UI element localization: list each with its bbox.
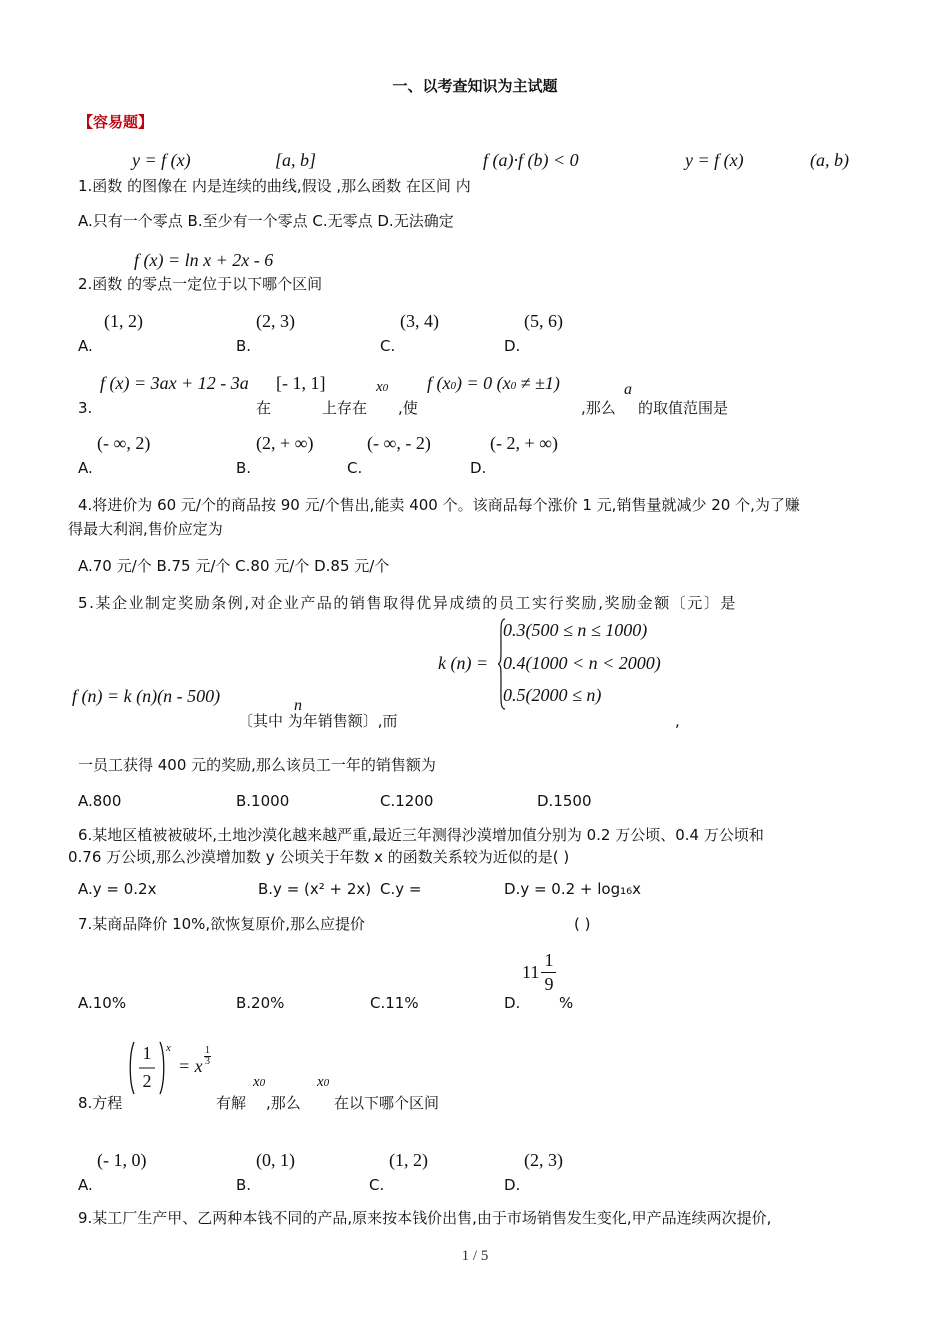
- q3-option-c-math: (- ∞, - 2): [367, 433, 431, 453]
- q8-word-in: 在以下哪个区间: [334, 1094, 440, 1112]
- q7-fraction-bar: [541, 972, 556, 973]
- q5-text-middle: 〔其中 为年销售额〕,而: [238, 712, 398, 730]
- q6-option-c: C.y =: [380, 880, 422, 898]
- q8-option-c-math: (1, 2): [389, 1150, 428, 1170]
- q3-option-a: A.: [78, 459, 93, 477]
- q8-option-a: A.: [78, 1176, 93, 1194]
- q2-option-d-math: (5, 6): [524, 311, 563, 331]
- q8-option-b: B.: [236, 1176, 252, 1194]
- q3-math-f: f (x) = 3ax + 12 - 3a: [100, 373, 249, 393]
- q3-option-b: B.: [236, 459, 252, 477]
- q3-option-b-math: (2, + ∞): [256, 433, 314, 453]
- q3-word-range: 的取值范围是: [638, 399, 729, 417]
- q3-word-at: 在: [256, 399, 272, 417]
- q7-math-numerator: 1: [544, 950, 554, 970]
- q8-option-d-math: (2, 3): [524, 1150, 563, 1170]
- q2-option-b: B.: [236, 337, 252, 355]
- q8-equals-x: = x: [178, 1056, 203, 1076]
- q1-math-interval: [a, b]: [275, 150, 317, 170]
- q3-word-exist: 上存在: [322, 399, 368, 417]
- q2-math-f: f (x) = ln x + 2x - 6: [134, 250, 274, 270]
- q8-word-then: ,那么: [266, 1094, 301, 1112]
- q7-option-a: A.10%: [78, 994, 127, 1012]
- q2-option-a: A.: [78, 337, 93, 355]
- q8-option-c: C.: [369, 1176, 385, 1194]
- q6-option-d: D.y = 0.2 + log₁₆x: [504, 880, 642, 898]
- q2-option-a-math: (1, 2): [104, 311, 143, 331]
- q9-text-line1: 9.某工厂生产甲、乙两种本钱不同的产品,原来按本钱价出售,由于市场销售发生变化,甲产品连续两次提价,: [78, 1209, 772, 1227]
- q1-math-open-interval: (a, b): [810, 150, 849, 170]
- q8-word-has: 有解: [216, 1094, 247, 1112]
- q2-option-c: C.: [380, 337, 396, 355]
- q5-text-line3: 一员工获得 400 元的奖励,那么该员工一年的销售额为: [78, 756, 436, 774]
- q3-option-d: D.: [470, 459, 487, 477]
- q3-math-interval: [- 1, 1]: [276, 373, 326, 393]
- q5-option-d: D.1500: [537, 792, 592, 810]
- q7-percent: %: [559, 994, 574, 1012]
- q1-text: 1.函数 的图像在 内是连续的曲线,假设 ,那么函数 在区间 内: [78, 177, 471, 195]
- q7-text: 7.某商品降价 10%,欲恢复原价,那么应提价: [78, 915, 365, 933]
- q8-root-numerator: 1: [205, 1045, 210, 1056]
- page-number: 1 / 5: [461, 1248, 489, 1264]
- q5-math-n: n: [294, 697, 302, 714]
- q5-text-line1: 5.某企业制定奖励条例,对企业产品的销售取得优异成绩的员工实行奖励,奖励金额〔元〕是: [78, 594, 737, 612]
- q2-text: 2.函数 的零点一定位于以下哪个区间: [78, 275, 323, 293]
- q3-word-then: ,那么: [581, 399, 616, 417]
- page-title: 一、以考查知识为主试题: [392, 77, 558, 95]
- q5-case-2: 0.4(1000 < n < 2000): [503, 653, 661, 673]
- q1-math-fx2: y = f (x): [685, 150, 744, 170]
- q8-half-denominator: 2: [142, 1071, 152, 1091]
- q6-text-line2: 0.76 万公顷,那么沙漠增加数 y 公顷关于年数 x 的函数关系较为近似的是( ): [68, 848, 570, 866]
- q5-case-1: 0.3(500 ≤ n ≤ 1000): [503, 620, 648, 640]
- q8-root-denominator: 3: [205, 1056, 210, 1067]
- q3-number: 3.: [78, 399, 93, 417]
- q3-math-condition: f (x0) = 0 (x0 ≠ ±1): [427, 373, 560, 393]
- q8-math-x0-b: x0: [317, 1074, 330, 1090]
- q6-text-line1: 6.某地区植被被破坏,土地沙漠化越来越严重,最近三年测得沙漠增加值分别为 0.2 万公顷、0.4 万公顷和: [78, 826, 764, 844]
- q8-option-b-math: (0, 1): [256, 1150, 295, 1170]
- q3-option-c: C.: [347, 459, 363, 477]
- q7-math-whole: 11: [522, 962, 540, 982]
- q7-option-b: B.20%: [236, 994, 285, 1012]
- q5-option-b: B.1000: [236, 792, 290, 810]
- q7-math-denominator: 9: [544, 974, 554, 994]
- q8-half-numerator: 1: [142, 1043, 152, 1063]
- q2-option-d: D.: [504, 337, 521, 355]
- q2-option-b-math: (2, 3): [256, 311, 295, 331]
- q5-option-c: C.1200: [380, 792, 434, 810]
- q5-comma: ,: [675, 712, 680, 730]
- q7-option-d: D.: [504, 994, 521, 1012]
- q4-text-line1: 4.将进价为 60 元/个的商品按 90 元/个售出,能卖 400 个。该商品每个涨价 1 元,销售量就减少 20 个,为了赚: [78, 496, 800, 514]
- q7-paren: ( ): [574, 915, 591, 933]
- q5-option-a: A.800: [78, 792, 122, 810]
- q3-math-a: a: [624, 381, 632, 398]
- q8-exponent-x: x: [166, 1042, 171, 1054]
- q6-option-b: B.y = (x² + 2x): [258, 880, 372, 898]
- q6-option-a: A.y = 0.2x: [78, 880, 157, 898]
- q3-option-a-math: (- ∞, 2): [97, 433, 151, 453]
- q1-options: A.只有一个零点 B.至少有一个零点 C.无零点 D.无法确定: [78, 212, 454, 230]
- q1-math-fx: y = f (x): [132, 150, 191, 170]
- q2-option-c-math: (3, 4): [400, 311, 439, 331]
- q8-option-d: D.: [504, 1176, 521, 1194]
- q4-text-line2: 得最大利润,售价应定为: [68, 520, 223, 538]
- q8-text-start: 8.方程: [78, 1094, 123, 1112]
- q3-option-d-math: (- 2, + ∞): [490, 433, 558, 453]
- q5-math-f: f (n) = k (n)(n - 500): [72, 686, 221, 706]
- q4-options: A.70 元/个 B.75 元/个 C.80 元/个 D.85 元/个: [78, 557, 390, 575]
- q3-math-x0: x0: [376, 379, 389, 395]
- q3-word-make: ,使: [398, 399, 418, 417]
- q7-option-c: C.11%: [370, 994, 419, 1012]
- q1-math-condition: f (a)·f (b) < 0: [483, 150, 579, 170]
- q5-math-k: k (n) =: [438, 653, 489, 673]
- q5-case-3: 0.5(2000 ≤ n): [503, 685, 602, 705]
- q8-option-a-math: (- 1, 0): [97, 1150, 147, 1170]
- section-label: 【容易题】: [78, 113, 154, 131]
- q8-math-x0-a: x0: [253, 1074, 266, 1090]
